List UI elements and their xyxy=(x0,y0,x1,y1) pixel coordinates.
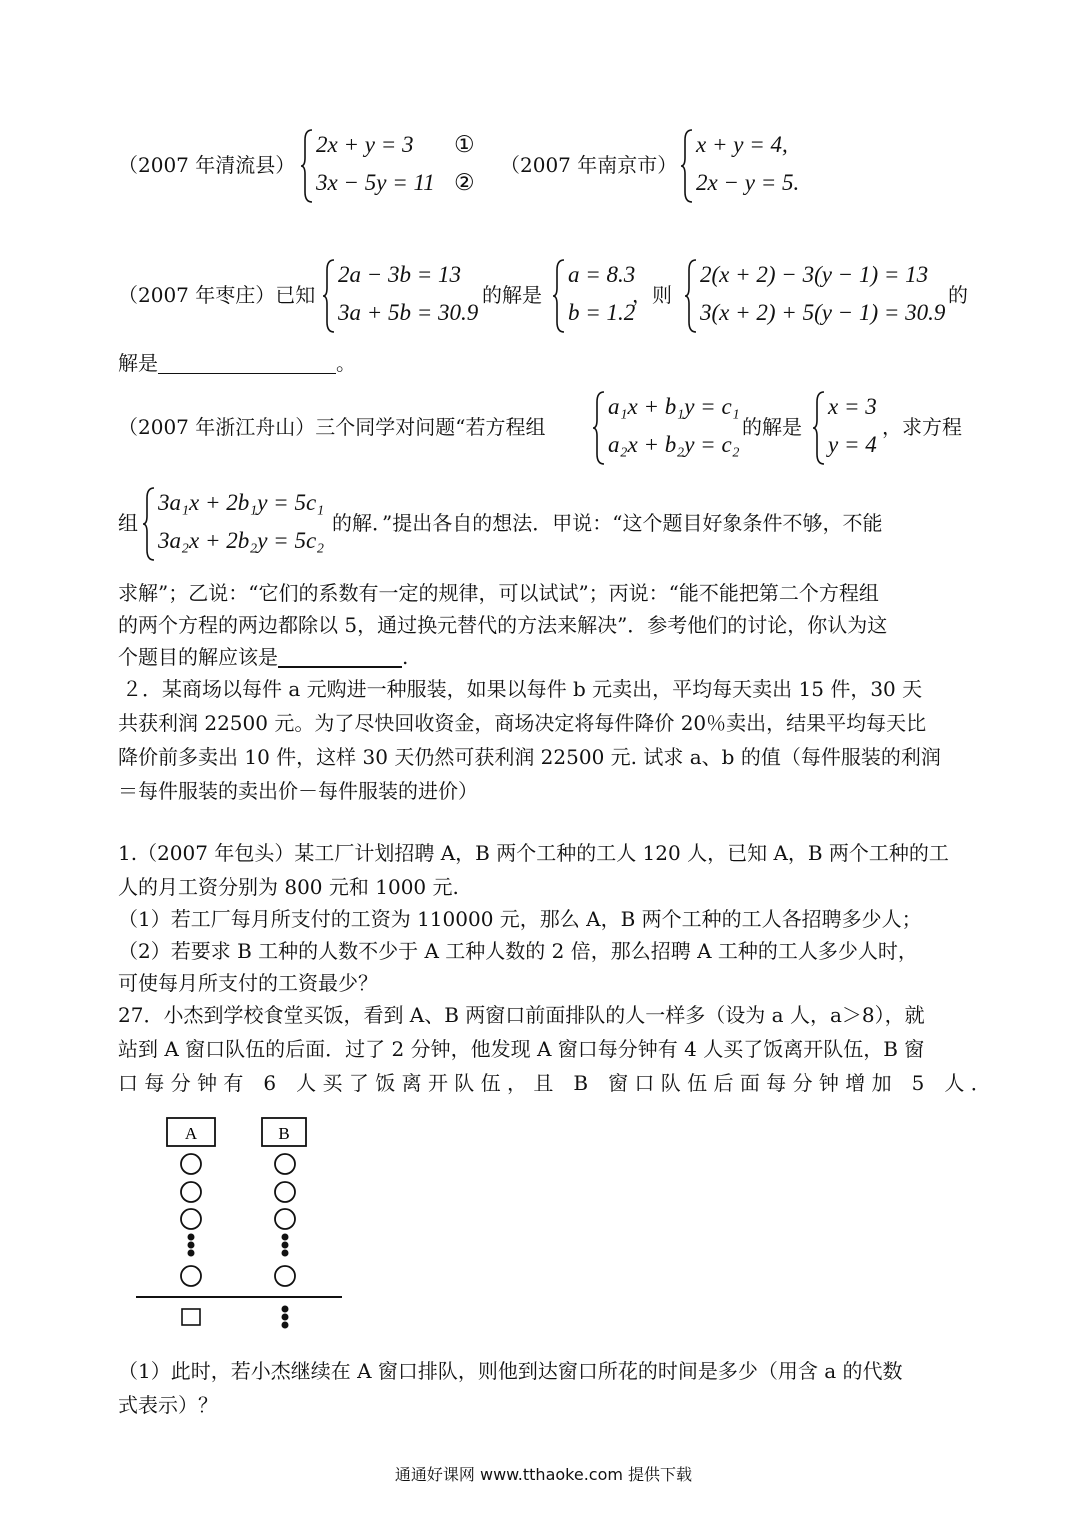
answer-blank[interactable] xyxy=(158,351,336,374)
problem-baotou-line: 1.（2007 年包头）某工厂计划招聘 A，B 两个工种的工人 120 人，已知 A，B 两个工种的工 xyxy=(118,841,949,865)
text-then: ，则 xyxy=(632,283,672,307)
problem-zhoushan-line: 的两个方程的两边都除以 5，通过换元替代的方法来解决”．参考他们的讨论，你认为这 xyxy=(118,613,888,637)
ellipsis-dot xyxy=(282,1322,289,1329)
problem-baotou-line: 可使每月所支付的工资最少？ xyxy=(118,971,378,995)
problem-27-question-1: 式表示）？ xyxy=(118,1393,218,1417)
queue-diagram xyxy=(130,1112,360,1342)
equation: 2a − 3b = 13 xyxy=(338,262,462,287)
left-brace-icon xyxy=(680,128,694,204)
problem-zhoushan-line: 求解”；乙说：“它们的系数有一定的规律，可以试试”；丙说：“能不能把第二个方程组 xyxy=(118,581,879,605)
person-circle xyxy=(181,1154,201,1174)
problem-zhoushan-line: 个题目的解应该是 xyxy=(118,645,278,669)
left-brace-icon xyxy=(812,390,826,466)
equation-marker: ② xyxy=(454,170,475,195)
left-brace-icon xyxy=(142,486,156,562)
equation-system-qingliu xyxy=(300,128,500,204)
equation-system-given xyxy=(322,258,492,334)
ellipsis-dot xyxy=(282,1306,289,1313)
ellipsis-dot xyxy=(282,1242,289,1249)
person-circle xyxy=(181,1266,201,1286)
person-circle xyxy=(275,1182,295,1202)
equation: 3a₁x + 2b₁y = 5c₁ xyxy=(158,490,325,515)
text-period: 。 xyxy=(336,351,356,375)
problem-2-line: ＝每件服装的卖出价－每件服装的进价） xyxy=(118,779,478,803)
ellipsis-dot xyxy=(282,1234,289,1241)
text-system-word: 组 xyxy=(118,511,138,535)
equation-system-transformed xyxy=(142,486,332,562)
equation: a₂x + b₂y = c₂ xyxy=(608,432,740,457)
person-circle xyxy=(275,1154,295,1174)
equation: x + y = 4, xyxy=(696,132,788,157)
equation: 2x + y = 3 xyxy=(316,132,414,157)
ellipsis-dot xyxy=(282,1314,289,1321)
left-brace-icon xyxy=(592,390,606,466)
left-brace-icon xyxy=(300,128,314,204)
answer-line-zaozhuang xyxy=(118,346,356,380)
window-a-label: A xyxy=(184,1124,198,1143)
problem-zaozhuang-label: （2007 年枣庄）已知 xyxy=(118,283,316,307)
problem-zhoushan-answer-line xyxy=(118,640,408,674)
ellipsis-dot xyxy=(188,1242,195,1249)
text-period: . xyxy=(402,645,409,669)
equation: a₁x + b₁y = c₁ xyxy=(608,394,740,419)
equation: 2x − y = 5. xyxy=(696,170,800,195)
equation: y = 4 xyxy=(828,432,877,457)
window-b-label: B xyxy=(278,1124,290,1143)
equation-marker: ① xyxy=(454,132,475,157)
solution-system xyxy=(812,390,892,466)
problem-zhoushan-label: （2007 年浙江舟山）三个同学对问题“若方程组 xyxy=(118,415,546,439)
problem-nanjing-label: （2007 年南京市） xyxy=(500,153,678,177)
equation: a = 8.3 xyxy=(568,262,636,287)
ellipsis-dot xyxy=(282,1250,289,1257)
problem-baotou-question-2: （2）若要求 B 工种的人数不少于 A 工种人数的 2 倍，那么招聘 A 工种的工人多少人时， xyxy=(118,939,918,963)
problem-2-line: ２．某商场以每件 a 元购进一种服装，如果以每件 b 元卖出，平均每天卖出 15 件，30 天 xyxy=(122,677,923,701)
problem-baotou-line: 人的月工资分别为 800 元和 1000 元. xyxy=(118,875,459,899)
problem-27-line: 27．小杰到学校食堂买饭，看到 A、B 两窗口前面排队的人一样多（设为 a 人，a＞8），就 xyxy=(118,1003,925,1027)
person-circle xyxy=(181,1209,201,1229)
person-circle xyxy=(181,1182,201,1202)
text-solution-is: 的解是 xyxy=(742,415,802,439)
equation: 2(x + 2) − 3(y − 1) = 13 xyxy=(700,262,929,287)
left-brace-icon xyxy=(322,258,336,334)
text-find-system: ，求方程 xyxy=(882,415,962,439)
equation: x = 3 xyxy=(828,394,877,419)
problem-27-line: 站到 A 窗口队伍的后面．过了 2 分钟，他发现 A 窗口每分钟有 4 人买了饭离开队伍，B 窗 xyxy=(118,1037,925,1061)
xiaojie-square xyxy=(182,1309,200,1325)
equation: 3(x + 2) + 5(y − 1) = 30.9 xyxy=(700,300,946,325)
left-brace-icon xyxy=(684,258,698,334)
equation-system-substituted xyxy=(684,258,954,334)
equation: 3a + 5b = 30.9 xyxy=(338,300,479,325)
page-footer: 通通好课网 www.tthaoke.com 提供下载 xyxy=(394,1465,693,1484)
problem-27-line: 口 每 分 钟 有 6 人 买 了 饭 离 开 队 伍 ， 且 B 窗 口 队 伍 后 面 每 分 钟 增 加 5 人 ． xyxy=(118,1071,991,1095)
text-of: 的 xyxy=(948,283,968,307)
problem-2-line: 共获利润 22500 元。为了尽快回收资金，商场决定将每件降价 20％卖出，结果平均每天比 xyxy=(118,711,927,735)
equation: b = 1.2 xyxy=(568,300,636,325)
left-brace-icon xyxy=(552,258,566,334)
problem-zhoushan-text: 的解．”提出各自的想法．甲说：“这个题目好象条件不够，不能 xyxy=(332,511,883,535)
problem-27-question-1: （1）此时，若小杰继续在 A 窗口排队，则他到达窗口所花的时间是多少（用含 a 的代数 xyxy=(118,1359,903,1383)
problem-2-line: 降价前多卖出 10 件，这样 30 天仍然可获利润 22500 元. 试求 a、b 的值（每件服装的利润 xyxy=(118,745,941,769)
text-solution-is: 解是 xyxy=(118,351,158,375)
text-solution-is: 的解是 xyxy=(482,283,542,307)
problem-baotou-question-1: （1）若工厂每月所支付的工资为 110000 元，那么 A，B 两个工种的工人各招聘多少人； xyxy=(118,907,922,931)
person-circle xyxy=(275,1266,295,1286)
problem-qingliu-label: （2007 年清流县） xyxy=(118,153,296,177)
ellipsis-dot xyxy=(188,1234,195,1241)
ellipsis-dot xyxy=(188,1250,195,1257)
equation-system-nanjing xyxy=(680,128,820,204)
equation: 3a₂x + 2b₂y = 5c₂ xyxy=(158,528,325,553)
equation: 3x − 5y = 11 xyxy=(316,170,435,195)
answer-blank[interactable] xyxy=(278,644,402,668)
person-circle xyxy=(275,1209,295,1229)
equation-system-original xyxy=(592,390,752,466)
